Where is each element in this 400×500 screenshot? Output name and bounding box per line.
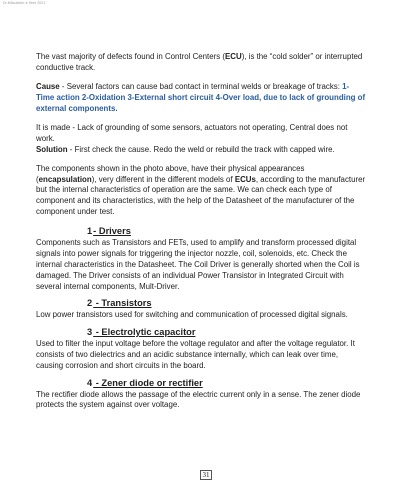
- section-number: 4: [87, 377, 93, 388]
- section-body-drivers: Components such as Transistors and FETs, used to amplify and transform processed digital signals into power signals for triggering the injector nozzle, coil, solenoids, etc. Check the internal characteristics in the Datasheet. The Coil Driver is generally shorted when the Coil is damaged. The Driver consists of an individual Power Transistor in Integrated Circuit with several internal components, Mult-Driver.: [36, 238, 360, 291]
- solution-text: - First check the cause. Redo the weld or rebuild the track with capped wire.: [67, 144, 335, 154]
- section-title: - Zener diode or rectifier: [93, 377, 203, 388]
- made-paragraph: [36, 123, 366, 155]
- section-body-transistors: Low power transistors used for switching and communication of processed digital signals.: [36, 310, 348, 320]
- section-title: - Drivers: [93, 226, 131, 237]
- page-number: 31: [200, 470, 212, 480]
- intro-paragraph: [36, 52, 366, 74]
- encapsulation-term: encapsulation: [38, 174, 92, 184]
- cause-label: Cause: [36, 82, 60, 92]
- components-text-middle: ), very different in the different models of: [91, 174, 235, 184]
- components-text-end: , according to the manufacturer but the internal characteristics of operation are the same. We can check each type of component and its characteristics, with the help of the Datasheet of the manufacturer of the component under test.: [36, 174, 366, 217]
- components-paragraph: [36, 164, 366, 218]
- section-body-diode: The rectifier diode allows the passage of the electric current only in a sense. The zener diode protects the system against over voltage.: [36, 389, 361, 410]
- document-body: [36, 52, 366, 417]
- made-text: It is made - Lack of grounding of some sensors, actuators not operating, Central does not work.: [36, 122, 348, 143]
- cause-text: - Several factors can cause bad contact in terminal welds or breakage of tracks:: [59, 82, 343, 92]
- section-heading-diode: [87, 378, 366, 389]
- ecus-term: ECUs: [234, 174, 256, 184]
- ecu-term: ECU: [225, 52, 242, 61]
- solution-label: Solution: [36, 144, 68, 154]
- components-text: The components shown in the photo above, have their physical appearances (: [36, 163, 305, 184]
- section-heading-drivers: [87, 226, 366, 237]
- section-heading-transistors: [87, 298, 366, 309]
- cause-paragraph: [36, 82, 366, 114]
- section-number: 1: [87, 226, 93, 237]
- section-heading-capacitor: [87, 327, 366, 338]
- section-number: 2: [87, 298, 93, 309]
- section-body-capacitor: Used to filter the input voltage before the voltage regulator and after the voltage regulator. It consists of two dielectrics and an acidic substance internally, which can leak over time, causing corrosion and short circuits in the board.: [36, 339, 355, 370]
- section-title: - Transistors: [93, 298, 152, 309]
- cause-list: 1-Time action 2-Oxidation 3-External short circuit 4-Over load, due to lack of grounding of external components.: [36, 82, 366, 113]
- intro-text-end: ), is the “cold solder” or interrupted conductive track.: [36, 52, 363, 72]
- section-title: - Electrolytic capacitor: [93, 327, 196, 338]
- section-number: 3: [87, 327, 93, 338]
- header-watermark: Dr.Mitsubishi-tr fleet 2021: [3, 1, 46, 5]
- intro-text: The vast majority of defects found in Control Centers (: [36, 52, 226, 61]
